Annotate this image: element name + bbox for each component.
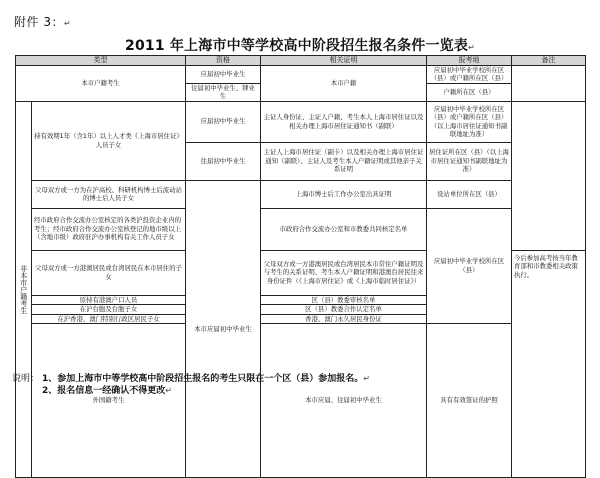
header-place: 报考地 bbox=[427, 56, 512, 66]
local-type: 本市户籍考生 bbox=[16, 65, 186, 101]
resident-qual-current: 应届初中毕业生 bbox=[186, 101, 261, 142]
shared-qualification: 本市应届初中毕业生 bbox=[186, 180, 261, 478]
note-line-1: 说明： 1、参加上海市中等学校高中阶段招生报名的考生只限在一个区（县）参加报名。↵ bbox=[12, 374, 370, 384]
hkmt-type: 父母双方或一方港澳居民或台湾居民在本市居住的子女 bbox=[32, 250, 186, 295]
header-proof: 相关证明 bbox=[261, 56, 427, 66]
repatriate-type: 原持有港澳户口人员 bbox=[32, 295, 186, 305]
attachment-label: 附件 3：↵ bbox=[14, 15, 72, 29]
resident-type: 持有效期1年（含1年）以上人才类《上海市居住证》人员子女 bbox=[32, 101, 186, 180]
hkmt-proof: 父母双方或一方港澳居民或台湾居民本市常住户籍证明及与考生的关系证明、考生本人户籍证明和港澳台居民往来身份证件（《上海市居住证》或《上海市临时居住证》） bbox=[261, 250, 427, 295]
table-row bbox=[16, 101, 586, 142]
table-row bbox=[16, 208, 586, 250]
local-place-past: 户籍所在区（县） bbox=[427, 83, 512, 101]
hk-macao-proof: 香港、澳门永久居民身份证 bbox=[261, 314, 427, 324]
resident-proof-current: 主证人身份证、主证人户籍、考生本人上海市居住证以及相关办理上海市居住证通知书（副联） bbox=[261, 101, 427, 142]
resident-proof-past: 主证人上海市居住证（副卡）以及相关办理上海市居住证通知（副联）、主证人及考生本人户籍证明或其他亲子关系证明 bbox=[261, 142, 427, 180]
remark: 今后参加高考按当年教育部和市教委相关政策执行。 bbox=[512, 250, 586, 478]
resident-qual-past: 往届初中毕业生 bbox=[186, 142, 261, 180]
header-type: 类型 bbox=[16, 56, 186, 66]
notes-label: 说明： bbox=[12, 374, 40, 384]
local-qual-current: 应届初中毕业生 bbox=[186, 65, 261, 83]
table-row bbox=[16, 180, 586, 208]
cooperation-type: 经市政府合作交流办公室核定的各类沪投资企业内的考生；经市政府合作交流办公室核登记的地市级以上（含地市级）政府驻沪办事机构有关工作人员子女 bbox=[32, 208, 186, 250]
notes bbox=[12, 373, 370, 397]
hk-macao-type: 在沪香港、澳门特别行政区居民子女 bbox=[32, 314, 186, 324]
header-qualification: 资格 bbox=[186, 56, 261, 66]
postdoc-type: 父母双方或一方为在沪高校、科研机构博士后流动站的博士后人员子女 bbox=[32, 180, 186, 208]
local-qual-past: 往届初中毕业生、肄业生 bbox=[186, 83, 261, 101]
resident-place-past: 居住证所在区（县）（以上海市居住证通知书副联地址为准） bbox=[427, 142, 512, 180]
postdoc-proof: 上海市博士后工作办公室出具证明 bbox=[261, 180, 427, 208]
repatriate-proof: 区（县）教委审核名单 bbox=[261, 295, 427, 305]
foreign-proof: 具有有效签证的护照 bbox=[427, 324, 512, 478]
local-proof: 本市户籍 bbox=[261, 65, 427, 101]
resident-place-current: 应届初中毕业学校所在区（县）或户籍所在区（县）（以上海市居住证通知书副联地址为准） bbox=[427, 101, 512, 142]
foreign-qual: 本市应届、往届初中毕业生 bbox=[261, 324, 427, 478]
table-row bbox=[16, 65, 586, 83]
nonlocal-label: 非本市户籍考生 bbox=[16, 101, 32, 478]
taiwan-type: 在沪台胞及台胞子女 bbox=[32, 305, 186, 315]
foreign-type: 外国籍考生 bbox=[32, 324, 186, 478]
table-header-row bbox=[16, 56, 586, 66]
cooperation-proof: 市政府合作交流办公室和市教委共同核定名单 bbox=[261, 208, 427, 250]
taiwan-proof: 区（县）教委合作认定名单 bbox=[261, 305, 427, 315]
local-place-current: 应届初中毕业学校所在区（县）或户籍所在区（县） bbox=[427, 65, 512, 83]
table-row bbox=[16, 324, 586, 478]
page-title: 2011 年上海市中等学校高中阶段招生报名条件一览表↵ bbox=[125, 38, 475, 54]
postdoc-place: 设站单位所在区（县） bbox=[427, 180, 512, 208]
header-remark: 备注 bbox=[512, 56, 586, 66]
note-line-2: 2、报名信息一经确认不得更改↵ bbox=[42, 386, 172, 396]
shared-place: 应届初中毕业学校所在区（县） bbox=[427, 208, 512, 324]
admission-conditions-table bbox=[15, 55, 586, 478]
